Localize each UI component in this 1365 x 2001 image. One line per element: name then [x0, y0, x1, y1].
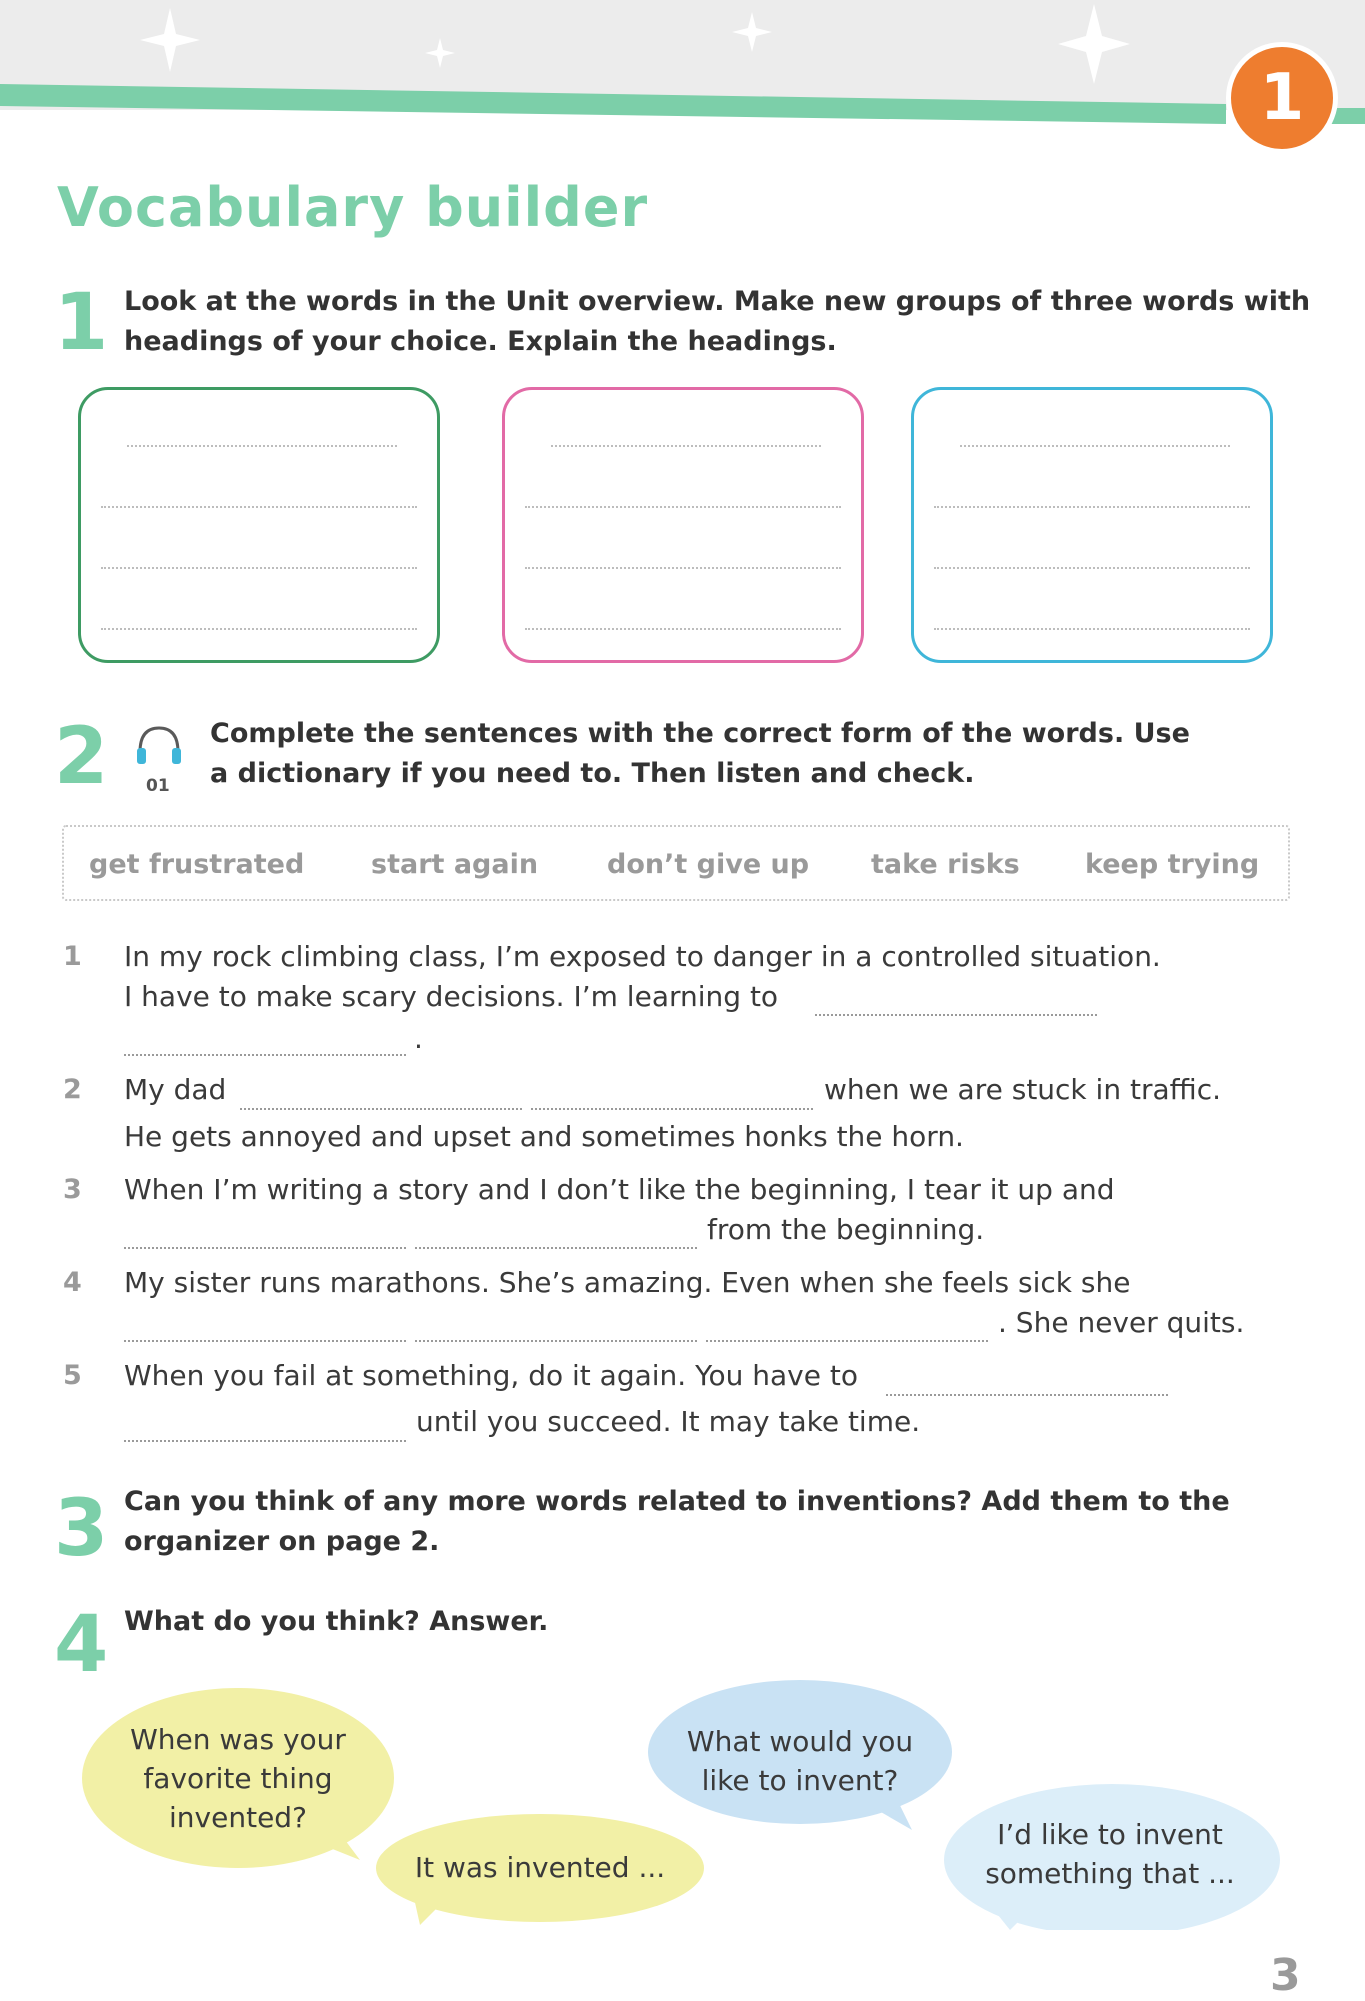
sentence-1-line2: I have to make scary decisions. I’m learning to	[124, 980, 779, 1013]
bubble-answer-2-line1: I’d like to invent	[997, 1818, 1223, 1851]
word-group-box-green[interactable]	[78, 387, 440, 663]
exercise-3-number: 3	[54, 1484, 109, 1574]
answer-blank[interactable]	[531, 1108, 813, 1110]
answer-blank[interactable]	[124, 1440, 406, 1442]
sentence-4-line1: My sister runs marathons. She’s amazing. Even when she feels sick she	[124, 1266, 1131, 1299]
write-line[interactable]	[934, 628, 1250, 630]
word-bank-item: take risks	[871, 849, 1020, 880]
sentence-number: 2	[63, 1074, 82, 1105]
sentence-2-end: when we are stuck in traffic.	[824, 1073, 1221, 1106]
exercise-4-instruction: What do you think? Answer.	[124, 1606, 549, 1637]
bubble-question-1-line2: favorite thing	[143, 1762, 333, 1795]
exercise-1-number: 1	[54, 278, 109, 368]
write-line[interactable]	[101, 506, 417, 508]
exercise-2-instruction-line1: Complete the sentences with the correct form of the words. Use	[210, 718, 1190, 749]
sentence-1-end: .	[414, 1022, 423, 1055]
write-line[interactable]	[934, 506, 1250, 508]
write-line[interactable]	[525, 506, 841, 508]
sentence-number: 5	[63, 1360, 82, 1391]
answer-blank[interactable]	[124, 1340, 406, 1342]
word-bank-item: get frustrated	[89, 849, 305, 880]
audio-track-number: 01	[146, 776, 170, 796]
exercise-1-instruction-line1: Look at the words in the Unit overview. Make new groups of three words with	[124, 286, 1311, 317]
bubble-question-1-line3: invented?	[169, 1801, 307, 1834]
exercise-2-number: 2	[54, 712, 109, 802]
write-line[interactable]	[551, 445, 821, 447]
answer-blank[interactable]	[815, 1014, 1097, 1016]
sentence-1-line1: In my rock climbing class, I’m exposed to danger in a controlled situation.	[124, 940, 1161, 973]
write-line[interactable]	[960, 445, 1230, 447]
answer-blank[interactable]	[415, 1340, 697, 1342]
header-decoration	[0, 0, 1365, 130]
sentence-number: 1	[63, 941, 82, 972]
word-group-box-blue[interactable]	[911, 387, 1273, 663]
headphones-icon[interactable]	[134, 722, 184, 770]
answer-blank[interactable]	[415, 1247, 697, 1249]
exercise-2-instruction-line2: a dictionary if you need to. Then listen and check.	[210, 758, 975, 789]
word-bank-item: start again	[371, 849, 539, 880]
page-number: 3	[1270, 1950, 1301, 2001]
bubble-answer-1: It was invented ...	[414, 1851, 666, 1884]
sentence-4-line2-end: . She never quits.	[998, 1306, 1245, 1339]
exercise-4-number: 4	[54, 1600, 109, 1690]
write-line[interactable]	[101, 567, 417, 569]
write-line[interactable]	[525, 628, 841, 630]
exercise-3-instruction-line1: Can you think of any more words related to inventions? Add them to the	[124, 1486, 1230, 1517]
sentence-number: 4	[63, 1267, 82, 1298]
page-title: Vocabulary builder	[57, 176, 649, 239]
sparkle-icon	[1058, 4, 1130, 84]
sparkle-icon	[140, 8, 200, 72]
bubble-question-2-line2: like to invent?	[701, 1764, 899, 1797]
sentence-2-line2: He gets annoyed and upset and sometimes honks the horn.	[124, 1120, 964, 1153]
sentence-2-start: My dad	[124, 1073, 227, 1106]
bubble-question-2-line1: What would you	[686, 1725, 914, 1758]
write-line[interactable]	[934, 567, 1250, 569]
word-group-box-pink[interactable]	[502, 387, 864, 663]
sparkle-icons	[140, 4, 1130, 84]
sentence-3-line2-end: from the beginning.	[707, 1213, 985, 1246]
bubble-question-1-line1: When was your	[130, 1723, 346, 1756]
write-line[interactable]	[101, 628, 417, 630]
exercise-1-instruction-line2: headings of your choice. Explain the headings.	[124, 326, 837, 357]
answer-blank[interactable]	[706, 1340, 988, 1342]
word-bank-item: keep trying	[1085, 849, 1260, 880]
bubble-answer-2-line2: something that ...	[985, 1857, 1235, 1890]
answer-blank[interactable]	[886, 1394, 1168, 1396]
answer-blank[interactable]	[124, 1054, 406, 1056]
write-line[interactable]	[525, 567, 841, 569]
answer-blank[interactable]	[124, 1247, 406, 1249]
sentence-number: 3	[63, 1174, 82, 1205]
exercise-3-instruction-line2: organizer on page 2.	[124, 1526, 440, 1557]
word-bank-item: don’t give up	[607, 849, 810, 880]
answer-blank[interactable]	[240, 1108, 522, 1110]
sparkle-icon	[732, 12, 772, 52]
sentence-5-line2-end: until you succeed. It may take time.	[416, 1405, 921, 1438]
sentence-5-line1: When you fail at something, do it again. You have to	[124, 1359, 858, 1392]
unit-number-badge: 1	[1226, 42, 1338, 154]
sentence-3-line1: When I’m writing a story and I don’t like the beginning, I tear it up and	[124, 1173, 1115, 1206]
green-stripe	[0, 84, 1226, 124]
sparkle-icon	[425, 38, 455, 68]
write-line[interactable]	[127, 445, 397, 447]
